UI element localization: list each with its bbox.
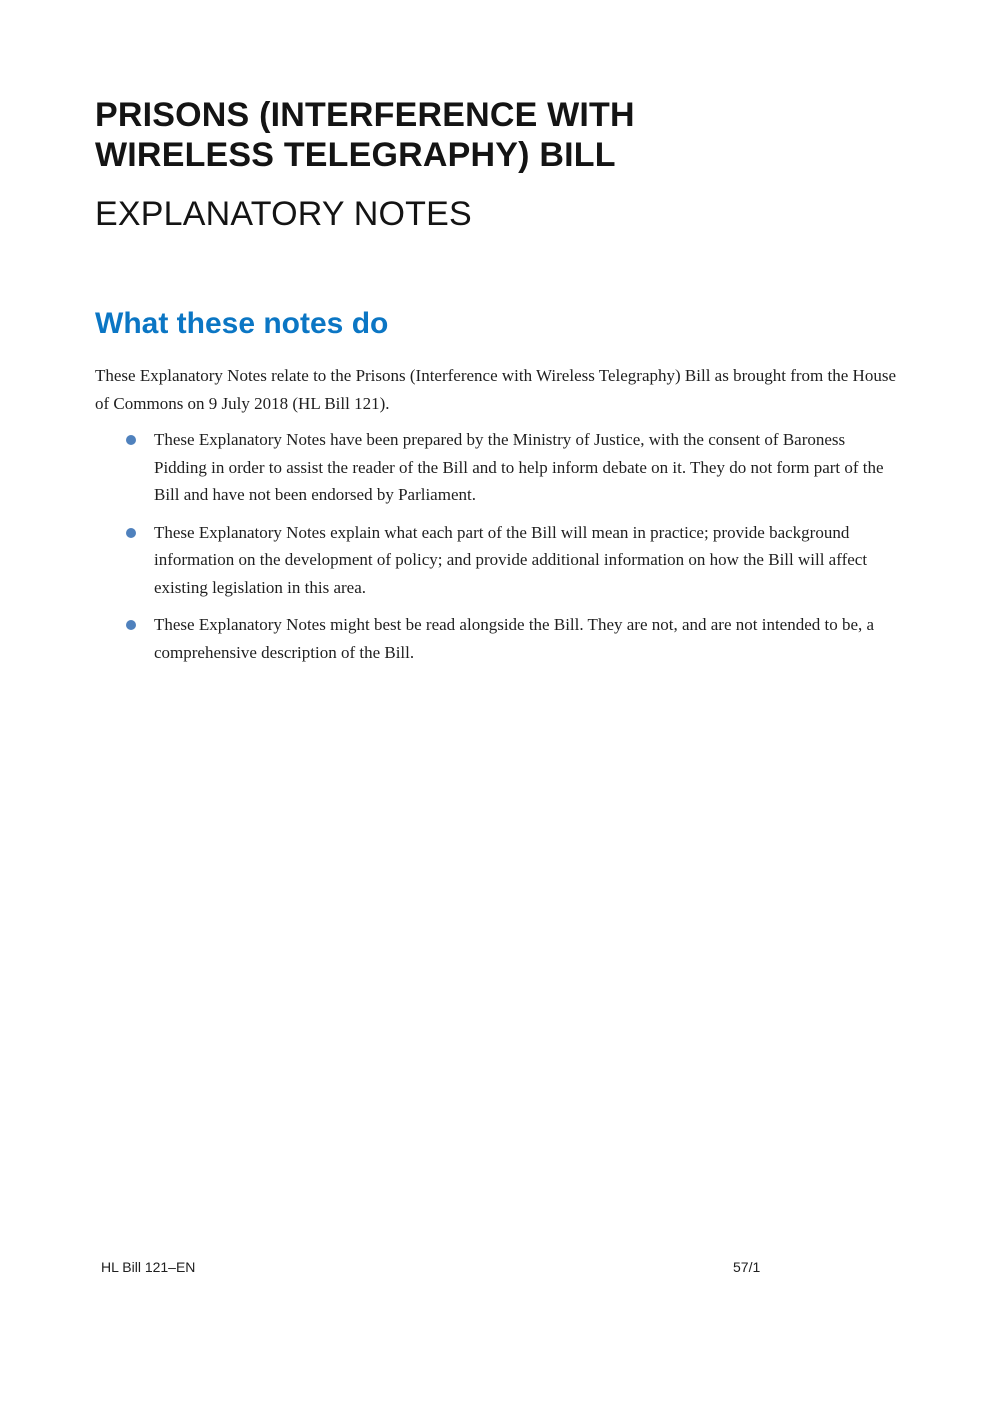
bullet-text: These Explanatory Notes might best be read alongside the Bill. They are not, and are not intended to be, a comprehensive description of the Bill. bbox=[154, 615, 875, 662]
footer-bill-number: HL Bill 121–EN bbox=[101, 1259, 196, 1275]
list-item bbox=[95, 519, 895, 602]
footer-page-number: 57/1 bbox=[733, 1259, 761, 1275]
bill-title bbox=[95, 95, 915, 175]
bullet-icon bbox=[126, 528, 136, 538]
intro-paragraph: These Explanatory Notes relate to the Prisons (Interference with Wireless Telegraphy) Bill as brought from the House of Commons on 9 July 2018 (HL Bill 121). bbox=[95, 366, 896, 413]
explanatory-notes-subtitle: EXPLANATORY NOTES bbox=[95, 195, 472, 233]
notes-bullet-list bbox=[95, 426, 895, 676]
list-item bbox=[95, 426, 895, 509]
bullet-icon bbox=[126, 435, 136, 445]
bullet-icon bbox=[126, 620, 136, 630]
bullet-text: These Explanatory Notes have been prepared by the Ministry of Justice, with the consent of Baroness Pidding in order to assist the reader of the Bill and to help inform debate on it. They do not form part of the Bill and have not been endorsed by Parliament. bbox=[154, 430, 884, 504]
section-heading: What these notes do bbox=[95, 307, 389, 340]
bill-title-line-2: WIRELESS TELEGRAPHY) BILL bbox=[95, 136, 616, 174]
bullet-text: These Explanatory Notes explain what each part of the Bill will mean in practice; provide background information on the development of policy; and provide additional information on how the Bill will affect existing legislation in this area. bbox=[154, 522, 868, 597]
list-item bbox=[95, 611, 895, 666]
bill-title-line-1: PRISONS (INTERFERENCE WITH bbox=[95, 96, 635, 134]
